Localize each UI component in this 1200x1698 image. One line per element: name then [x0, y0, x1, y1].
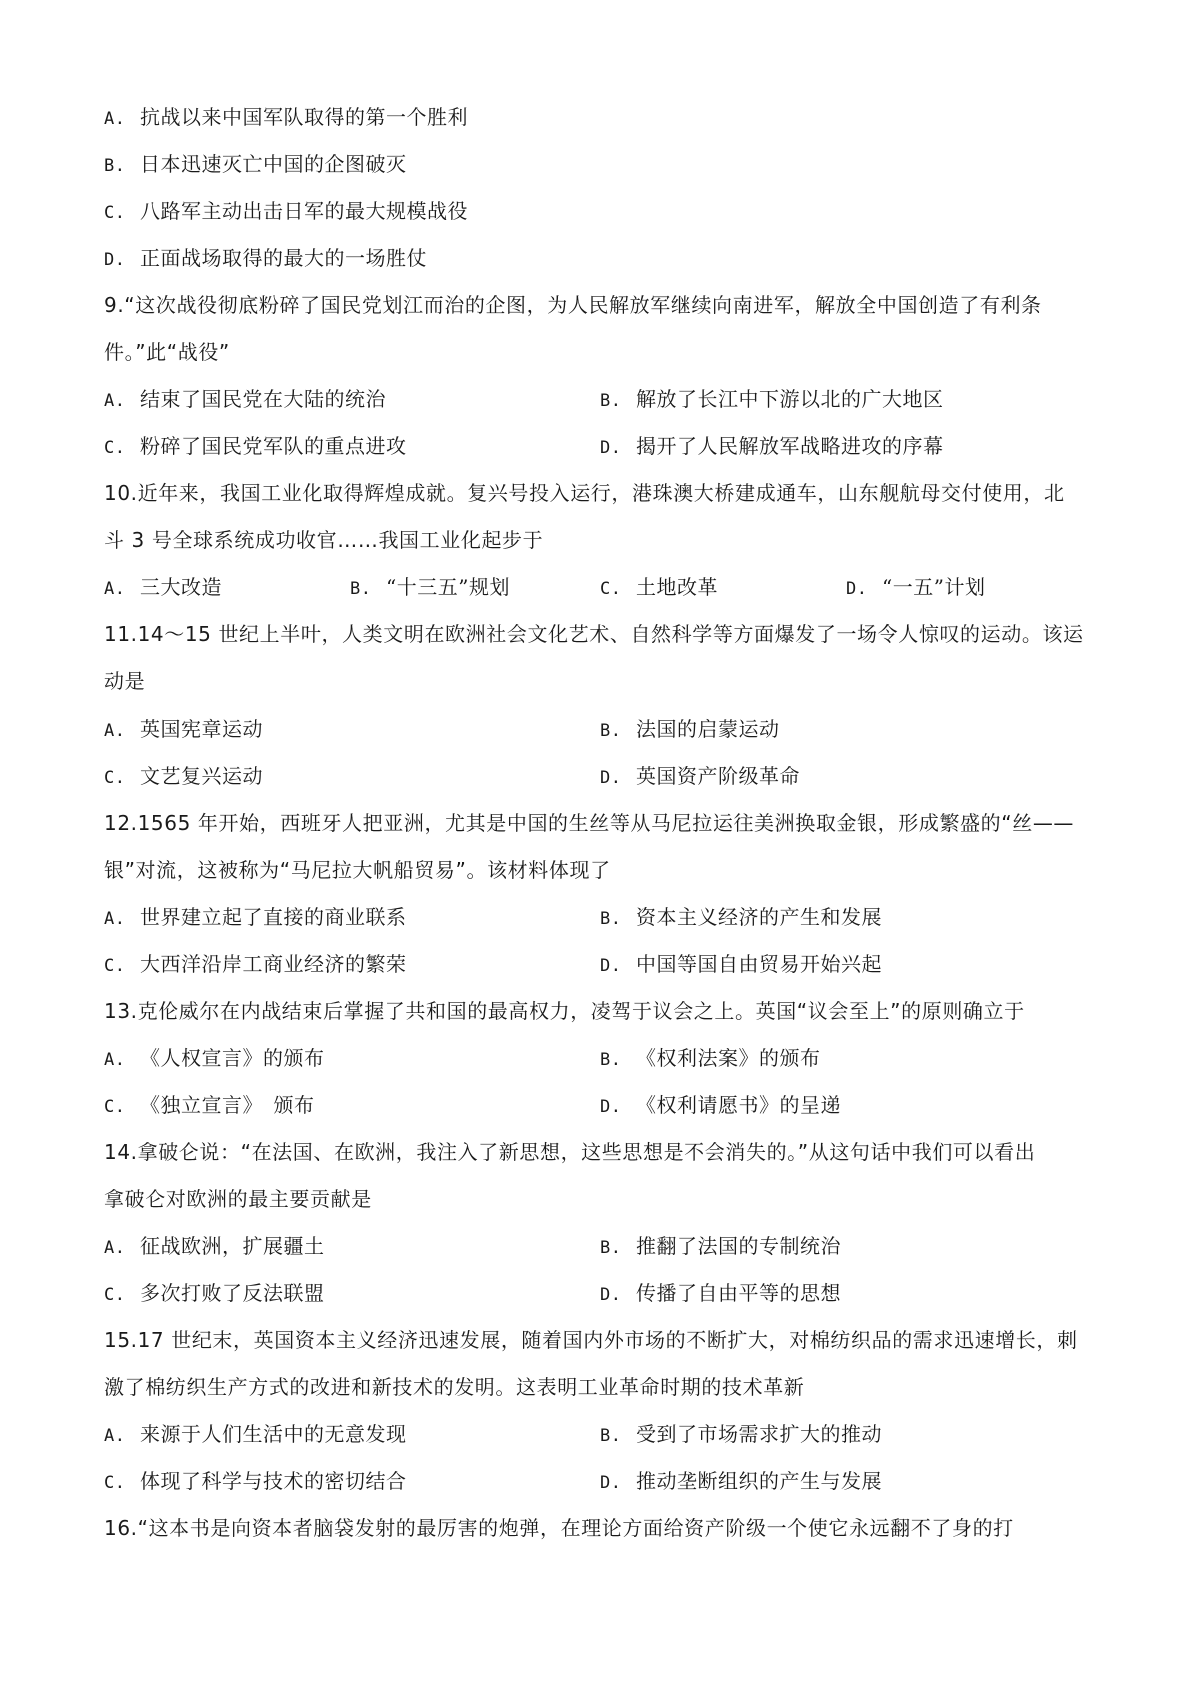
option-label: C.: [104, 956, 126, 976]
option-text: 世界建立起了直接的商业联系: [140, 905, 407, 929]
option-label: B.: [350, 579, 372, 599]
option-text: 《独立宣言》 颁布: [140, 1093, 315, 1117]
option-text: 征战欧洲，扩展疆土: [140, 1234, 325, 1258]
option-text: 资本主义经济的产生和发展: [636, 905, 882, 929]
q15-option-b: [600, 1421, 882, 1449]
option-label: B.: [600, 1050, 622, 1070]
option-label: B.: [600, 721, 622, 741]
option-label: D.: [600, 1097, 622, 1117]
option-text: 《权利请愿书》的呈递: [636, 1093, 841, 1117]
q9-stem-line2: 件。”此“战役”: [104, 340, 230, 364]
option-label: D.: [600, 438, 622, 458]
option-text: 日本迅速灭亡中国的企图破灭: [140, 152, 407, 176]
option-label: D.: [104, 250, 126, 270]
q12-option-b: [600, 904, 882, 932]
option-text: 结束了国民党在大陆的统治: [140, 387, 386, 411]
option-text: 推动垄断组织的产生与发展: [636, 1469, 882, 1493]
q10-option-b: [350, 574, 510, 602]
option-label: A.: [104, 109, 126, 129]
q11-option-c: [104, 763, 263, 791]
option-text: 中国等国自由贸易开始兴起: [636, 952, 882, 976]
q15-option-d: [600, 1468, 882, 1496]
option-text: 传播了自由平等的思想: [636, 1281, 841, 1305]
q14-option-d: [600, 1280, 841, 1308]
option-label: A.: [104, 1426, 126, 1446]
q11-option-b: [600, 716, 780, 744]
option-text: “一五”计划: [882, 575, 986, 599]
option-label: A.: [104, 1050, 126, 1070]
q8-option-d: [104, 245, 427, 273]
q12-option-c: [104, 951, 407, 979]
q14-option-c: [104, 1280, 325, 1308]
q11-stem-line2: 动是: [104, 669, 146, 693]
q13-option-c: [104, 1092, 315, 1120]
option-text: 大西洋沿岸工商业经济的繁荣: [140, 952, 407, 976]
option-text: 多次打败了反法联盟: [140, 1281, 325, 1305]
option-text: 正面战场取得的最大的一场胜仗: [140, 246, 427, 270]
q11-option-d: [600, 763, 800, 791]
option-text: 受到了市场需求扩大的推动: [636, 1422, 882, 1446]
q15-option-c: [104, 1468, 407, 1496]
q13-option-b: [600, 1045, 821, 1073]
option-text: 解放了长江中下游以北的广大地区: [636, 387, 944, 411]
option-label: C.: [104, 1473, 126, 1493]
q8-option-a: [104, 104, 468, 132]
option-label: B.: [600, 1238, 622, 1258]
option-text: 土地改革: [636, 575, 718, 599]
option-label: A.: [104, 721, 126, 741]
option-label: A.: [104, 579, 126, 599]
q9-option-a: [104, 386, 386, 414]
option-label: C.: [600, 579, 622, 599]
q15-option-a: [104, 1421, 407, 1449]
q10-option-a: [104, 574, 222, 602]
option-text: 抗战以来中国军队取得的第一个胜利: [140, 105, 468, 129]
option-label: D.: [600, 1285, 622, 1305]
option-label: D.: [600, 768, 622, 788]
option-text: “十三五”规划: [386, 575, 510, 599]
option-label: B.: [600, 1426, 622, 1446]
q8-option-b: [104, 151, 407, 179]
q12-option-d: [600, 951, 882, 979]
q12-option-a: [104, 904, 407, 932]
q13-stem-line1: 13.克伦威尔在内战结束后掌握了共和国的最高权力，凌驾于议会之上。英国“议会至上”的原则确立于: [104, 999, 1025, 1023]
q9-option-b: [600, 386, 944, 414]
option-label: B.: [600, 909, 622, 929]
q10-stem-line1: 10.近年来，我国工业化取得辉煌成就。复兴号投入运行，港珠澳大桥建成通车，山东舰航母交付使用，北: [104, 481, 1065, 505]
q9-option-c: [104, 433, 407, 461]
q9-stem-line1: 9.“这次战役彻底粉碎了国民党划江而治的企图，为人民解放军继续向南进军，解放全中国创造了有利条: [104, 293, 1042, 317]
option-text: 体现了科学与技术的密切结合: [140, 1469, 407, 1493]
option-label: B.: [104, 156, 126, 176]
option-label: C.: [104, 768, 126, 788]
q11-option-a: [104, 716, 263, 744]
option-text: 粉碎了国民党军队的重点进攻: [140, 434, 407, 458]
option-label: D.: [600, 956, 622, 976]
option-label: D.: [600, 1473, 622, 1493]
option-label: A.: [104, 1238, 126, 1258]
q11-stem-line1: 11.14～15 世纪上半叶，人类文明在欧洲社会文化艺术、自然科学等方面爆发了一场令人惊叹的运动。该运: [104, 622, 1084, 646]
q10-option-c: [600, 574, 718, 602]
q13-option-a: [104, 1045, 325, 1073]
option-label: C.: [104, 1285, 126, 1305]
option-text: 《人权宣言》的颁布: [140, 1046, 325, 1070]
option-text: 文艺复兴运动: [140, 764, 263, 788]
q12-stem-line1: 12.1565 年开始，西班牙人把亚洲，尤其是中国的生丝等从马尼拉运往美洲换取金银，形成繁盛的“丝——: [104, 811, 1075, 835]
q10-stem-line2: 斗 3 号全球系统成功收官……我国工业化起步于: [104, 528, 544, 552]
q10-option-d: [846, 574, 985, 602]
option-label: D.: [846, 579, 868, 599]
q14-option-b: [600, 1233, 841, 1261]
option-label: A.: [104, 391, 126, 411]
q13-option-d: [600, 1092, 841, 1120]
option-label: B.: [600, 391, 622, 411]
option-label: C.: [104, 203, 126, 223]
option-label: C.: [104, 438, 126, 458]
q14-stem-line2: 拿破仑对欧洲的最主要贡献是: [104, 1187, 372, 1211]
option-label: A.: [104, 909, 126, 929]
q16-stem-line1: 16.“这本书是向资本者脑袋发射的最厉害的炮弹，在理论方面给资产阶级一个使它永远翻不了身的打: [104, 1516, 1014, 1540]
option-text: 英国资产阶级革命: [636, 764, 800, 788]
option-text: 八路军主动出击日军的最大规模战役: [140, 199, 468, 223]
option-text: 《权利法案》的颁布: [636, 1046, 821, 1070]
q15-stem-line1: 15.17 世纪末，英国资本主义经济迅速发展，随着国内外市场的不断扩大，对棉纺织品的需求迅速增长，刺: [104, 1328, 1078, 1352]
option-text: 来源于人们生活中的无意发现: [140, 1422, 407, 1446]
q8-option-c: [104, 198, 468, 226]
q9-option-d: [600, 433, 944, 461]
option-text: 三大改造: [140, 575, 222, 599]
q14-option-a: [104, 1233, 325, 1261]
q14-stem-line1: 14.拿破仑说：“在法国、在欧洲，我注入了新思想，这些思想是不会消失的。”从这句话中我们可以看出: [104, 1140, 1036, 1164]
option-text: 英国宪章运动: [140, 717, 263, 741]
option-text: 法国的启蒙运动: [636, 717, 780, 741]
q15-stem-line2: 激了棉纺织生产方式的改进和新技术的发明。这表明工业革命时期的技术革新: [104, 1375, 805, 1399]
option-text: 推翻了法国的专制统治: [636, 1234, 841, 1258]
option-text: 揭开了人民解放军战略进攻的序幕: [636, 434, 944, 458]
q12-stem-line2: 银”对流，这被称为“马尼拉大帆船贸易”。该材料体现了: [104, 858, 611, 882]
option-label: C.: [104, 1097, 126, 1117]
